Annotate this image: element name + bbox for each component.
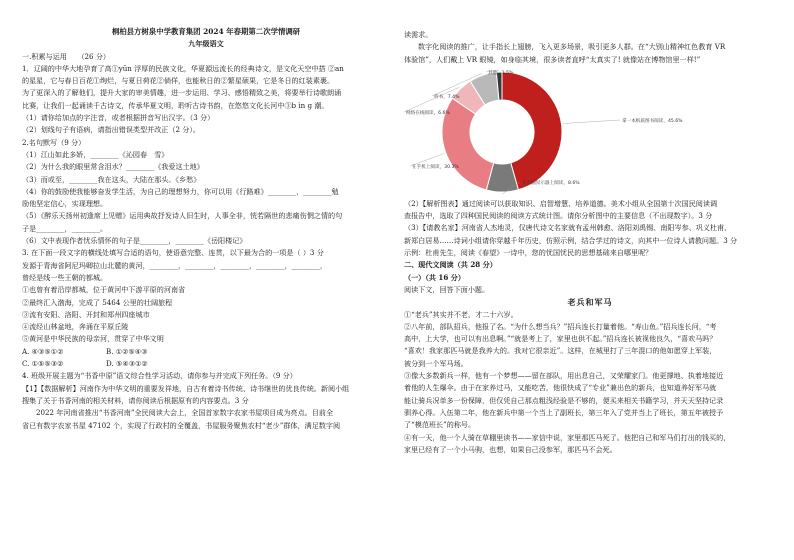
- text-line: 1．辽阔的中华大地孕育了高①yūn 浮厚的民族文化，华夏源远流长的经典诗文，是文化天空中搭 ②an: [22, 63, 344, 73]
- left-column: [22, 0, 390, 432]
- text-line: 曾经是线一些王朝的都城。: [22, 272, 108, 282]
- text-line: 查报告中，选取了四种国民阅读的阅读方式统计图。请你分析图中的主要信息（不出现数字）。3 分: [404, 211, 713, 221]
- text-line: ③流有安阳、洛阳、开封和郑州四座城市: [22, 309, 150, 319]
- reading-mode-pie-chart: [404, 68, 776, 196]
- pie-chart-svg: [404, 68, 776, 196]
- text-line: 示例：杜甫先生，阅读《春望》一诗中，您的忧国忧民的思想基础来自哪里呢？: [404, 248, 653, 258]
- pie-label-4: 听书，7.4%: [434, 94, 460, 100]
- text-line: ④流经山林盆地，奔涌在平原丘陵: [22, 322, 129, 332]
- text-line: （2）【解析图表】通过阅读可以获取知识、启智增慧、培养道德。美术小组从全国第十次国民阅读调: [404, 198, 718, 208]
- story-line: “喜欢！我家那匹马就是我养大的。我对它很亲近”。这样，在城里打了三年混口的他如愿穿上军装，: [404, 346, 717, 356]
- story-line: 着他的人生爆伞。由于在家养过马，又能吃苦，他很快成了“专业”兼出色的新兵，也知道养好军马就: [404, 383, 717, 393]
- story-line: ④有一天，他一个人骑在草棚里读书——家信中说，家里那匹马死了。他把自己和军马们打出的钱买的，: [404, 432, 731, 442]
- story-line: ③像大多数新兵一样，他有一个梦想——留在部队，用出息自己，又荣耀家门。他更撑地、执着地接近: [404, 371, 724, 381]
- text-line: （3）而或至，________我在这头，大陆在那头。《乡愁》: [22, 174, 201, 184]
- text-line: 【1】【数据解析】河南作为中华文明的重要发祥地，自古有着诗书传统、诗书继世的优良传统。新阅小组: [22, 383, 350, 393]
- text-line: 比赛，让我们一起诵读千古诗文，传承华夏文明，聆听古诗书韵，在悠悠文化长河中③b ìn ɡ 潮。: [22, 100, 329, 110]
- text-line: 读需求。: [404, 30, 433, 39]
- story-line: 能让骑兵况单多一份保障，但仅凭自己那点粗浅经验是不够的，便买来相关书籍学习，并天天坚持记录: [404, 395, 724, 405]
- text-line: 体验馆”，人们戴上 VR 眼镜，如身临其境，很多读者直呼“太真实了! 就像站在博物馆里一样!”: [404, 54, 701, 64]
- text-line: （3）【请教名家】河南省人杰地灵，仅唐代诗文名家就有孟州韩愈、洛阳刘禹锡、南阳岑参、巩义杜甫、: [404, 223, 732, 233]
- text-line: ⑤黄河是中华民族的母亲河，贯穿了中华文明: [22, 334, 164, 344]
- text-line: 数字化阅读的推广，让手指长上翅膀，飞入更多场景，吸引更多人群。在“大别山精神红色教育 VR: [418, 42, 726, 52]
- text-line: 4. 班级开展主题为“书香中原”语文综合性学习活动，请你参与并完成下列任务。（9 分）: [22, 371, 297, 381]
- text-line: ①也曾有着沿岸都城，位于黄河中下游平原的河南省: [22, 285, 186, 295]
- right-column: [404, 29, 776, 456]
- text-line: （1）江山如此多娇，________《沁园春 雪》: [22, 149, 169, 159]
- section-heading: 一.积累与运用 （26 分）: [22, 51, 111, 61]
- pie-label-5: 其他，1.5%: [488, 70, 514, 76]
- text-line: 发源于青海省阿尼玛卿拉山北麓的黄河，________，________，________，________，________，: [22, 260, 328, 270]
- story-line: ①“老兵”其实并不老，才二十六岁。: [404, 309, 518, 319]
- story-line: 了“模范班长”的称号。: [404, 420, 476, 430]
- option-line: A. ④③⑤①② B. ①②⑤④③: [22, 346, 148, 356]
- pie-label-1: 在电脑显示器上阅读，8.6%: [522, 180, 580, 186]
- story-line: 被分到一个军马场。: [404, 358, 468, 368]
- text-line: （1）请你给加点的字注音，或者根据拼音写出汉字。（3 分）: [22, 113, 215, 123]
- text-line: 2.名句默写（9 分）: [22, 137, 86, 147]
- story-line: ②八年前，部队招兵，他报了名。“为什么想当兵？”招兵连长打量着他。“寿山鱼。”招兵连长问，“考: [404, 321, 717, 331]
- story-line: 驯养心得。入伍第二年，他在新兵中第一个当上了副班长，第三年入了党并当上了班长，第五年被授予: [404, 407, 724, 417]
- text-line: （2）划线句子有语病，请指出错误类型并改正（2 分）。: [22, 125, 200, 135]
- text-line: 阅读下文，回答下面小题。: [404, 284, 490, 294]
- text-line: （5）《醉乐天扬州初逢席上见赠》运用典故抒发诗人旧生时，人事全非，恍若隔世的悲痛伤惘之情的句: [22, 211, 343, 221]
- option-line: C. ①⑤⑤③② D. ⑤④③①②: [22, 359, 148, 369]
- story-title: 老兵和军马: [567, 297, 613, 308]
- text-line: 励他坚定信心，实现理想。: [22, 199, 108, 209]
- text-line: 3. 在下面一段文字的横线处填写合适的语句，使语意完整、连贯，以下最为合的一项是（ ）3 分: [22, 248, 324, 258]
- text-line: 为了更深入的了解他们，提升大家的审美情趣，进一步运用、学习、感悟精致之美，将要举行诗歌朗诵: [22, 88, 342, 98]
- story-line: 高中，上大学，也可以有出息啊。”“就是考上了，家里也供不起。”招兵连长被视他良久，“喜欢马吗？: [404, 334, 717, 344]
- exam-title: 桐柏县方树泉中学教育集团 2024 年春期第二次学情调研: [111, 27, 301, 36]
- text-line: （4）你的鼓励使我能够奋发学生活，为自己的理想努力，你可以用《行路难》________，________勉: [22, 186, 339, 196]
- subsection-heading: （一）（共 16 分）: [404, 272, 465, 282]
- text-line: 2022 年河南省推出“书香河南”全民阅读大会上，全国首家数字农家书屋项目成为亮点。目前全: [36, 408, 334, 418]
- story-line: 家里已经有了一个小马驹，也想，如果自己没参军，那匹马不会死。: [404, 444, 617, 454]
- text-line: 新郑白居易……诗词小组请你穿越千年历史，仿照示例，结合学过的诗文，向其中一位诗人请教问题。3 分: [404, 235, 738, 245]
- text-line: 省已有数字农家书屋 47102 个，实现了行政村的全覆盖，书屋服务聚焦农村“老少”群体，满足数字阅: [22, 420, 341, 430]
- text-line: （6）文中表现作者忧乐情怀的句子是________，________《岳阳楼记》: [22, 236, 247, 246]
- text-line: ②最终汇入渤海，完成了 5464 公里的壮阔旅程: [22, 297, 173, 307]
- pie-leader-line-0: [563, 120, 620, 123]
- pie-label-2: 在手机上阅读，30.3%: [412, 164, 459, 170]
- section-heading: 二、现代文阅读（共 28 分）: [404, 260, 497, 270]
- text-line: 子是________，________。: [22, 223, 108, 233]
- text-line: 的星星，它与春日百花①绚烂，与夏日荷花②倘佯，也能秋日的②繁星硕果，它是冬日的红装素裹。: [22, 76, 335, 86]
- pie-label-0: 拿一本纸质图书阅读，45.6%: [622, 118, 683, 124]
- text-line: （2）为什么我的眼里常含泪水？________《我爱这土地》: [22, 162, 204, 172]
- pie-label-3: 网络在线阅读，6.6%: [406, 110, 450, 116]
- text-line: 搜集了关于书香河南的相关材料，请你阅读后根据原有的内容要点。3 分: [22, 395, 249, 405]
- exam-subject: 九年级语文: [188, 39, 224, 49]
